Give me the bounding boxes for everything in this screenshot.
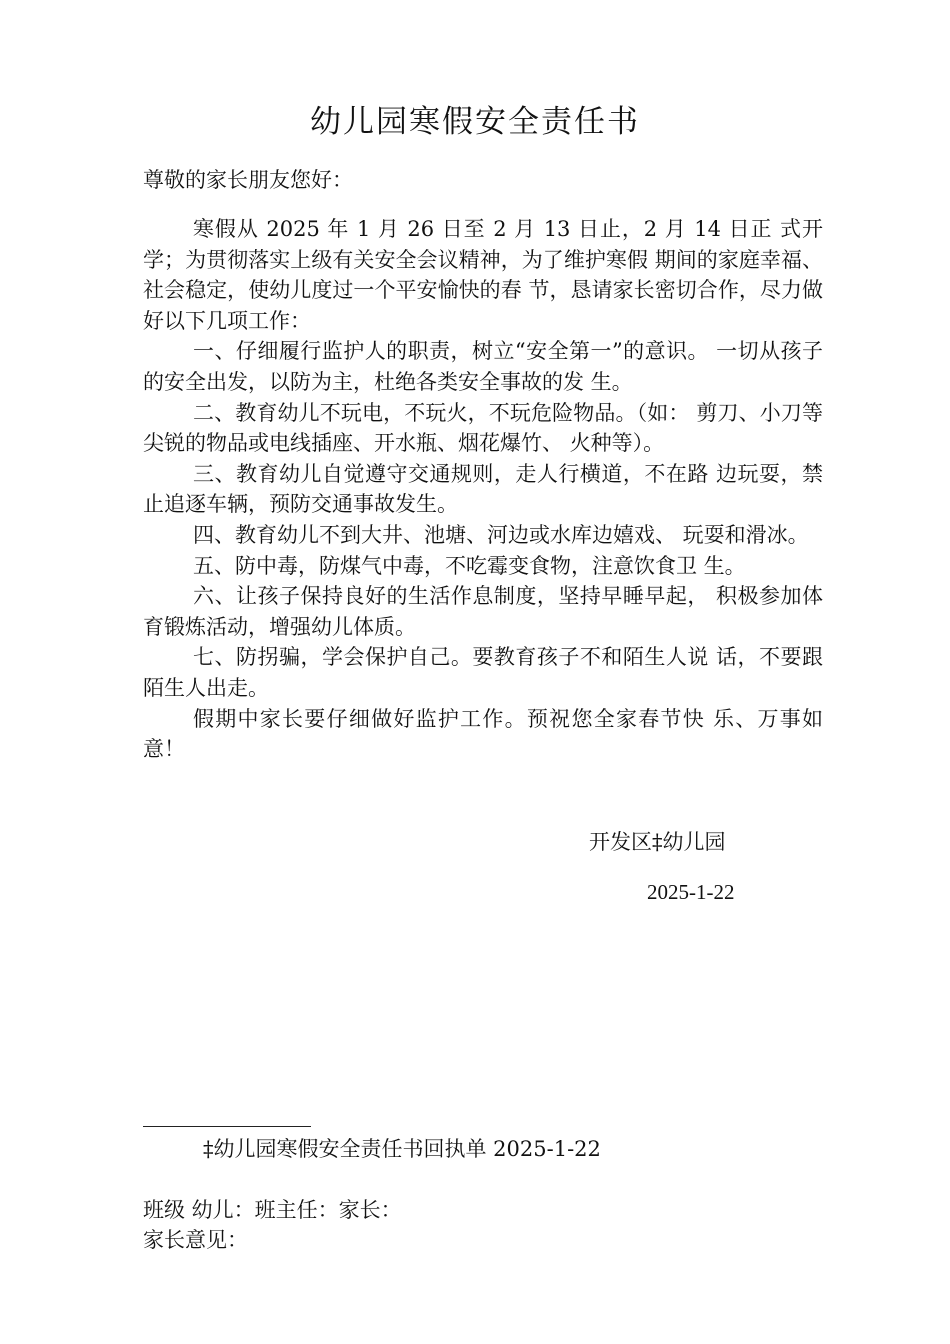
paragraph-item-4: 四、教育幼儿不到大井、池塘、河边或水库边嬉戏、 玩耍和滑冰。 <box>193 522 809 547</box>
footnote: ‡幼儿园寒假安全责任书回执单 2025-1-22 <box>203 1137 601 1161</box>
greeting: 尊敬的家长朋友您好： <box>143 168 353 192</box>
receipt-form-line-2: 家长意见： <box>143 1228 248 1252</box>
signature-date: 2025-1-22 <box>647 880 735 904</box>
document-body <box>143 214 823 765</box>
receipt-form-line-1: 班级 幼儿：班主任：家长： <box>143 1198 402 1222</box>
paragraph-item-7: 七、防拐骗，学会保护自己。要教育孩子不和陌生人说 话，不要跟陌生人出走。 <box>143 645 823 700</box>
footnote-divider <box>143 1126 311 1127</box>
document-title: 幼儿园寒假安全责任书 <box>310 104 640 140</box>
paragraph-closing: 假期中家长要仔细做好监护工作。预祝您全家春节快 乐、万事如意！ <box>143 706 823 762</box>
signature: 开发区‡幼儿园 <box>589 830 726 854</box>
paragraph-item-1: 一、仔细履行监护人的职责，树立“安全第一”的意识。 一切从孩子的安全出发，以防为主，杜绝各类安全事故的发 生。 <box>143 339 823 394</box>
paragraph-item-5: 五、防中毒，防煤气中毒，不吃霉变食物，注意饮食卫 生。 <box>193 553 746 578</box>
paragraph-intro: 寒假从 2025 年 1 月 26 日至 2 月 13 日止，2 月 14 日正 式开学；为贯彻落实上级有关安全会议精神，为了维护寒假 期间的家庭幸福、社会稳定，使幼儿度过一个平安愉快的春 节，恳请家长密切合作，尽力做好以下几项工作： <box>143 217 823 333</box>
paragraph-item-3: 三、教育幼儿自觉遵守交通规则，走人行横道，不在路 边玩耍，禁止追逐车辆，预防交通事故发生。 <box>143 461 823 517</box>
paragraph-item-2: 二、教育幼儿不玩电，不玩火，不玩危险物品。（如： 剪刀、小刀等尖锐的物品或电线插座、开水瓶、烟花爆竹、 火种等）。 <box>143 400 823 456</box>
paragraph-item-6: 六、让孩子保持良好的生活作息制度，坚持早睡早起， 积极参加体育锻炼活动，增强幼儿体质。 <box>143 584 823 639</box>
